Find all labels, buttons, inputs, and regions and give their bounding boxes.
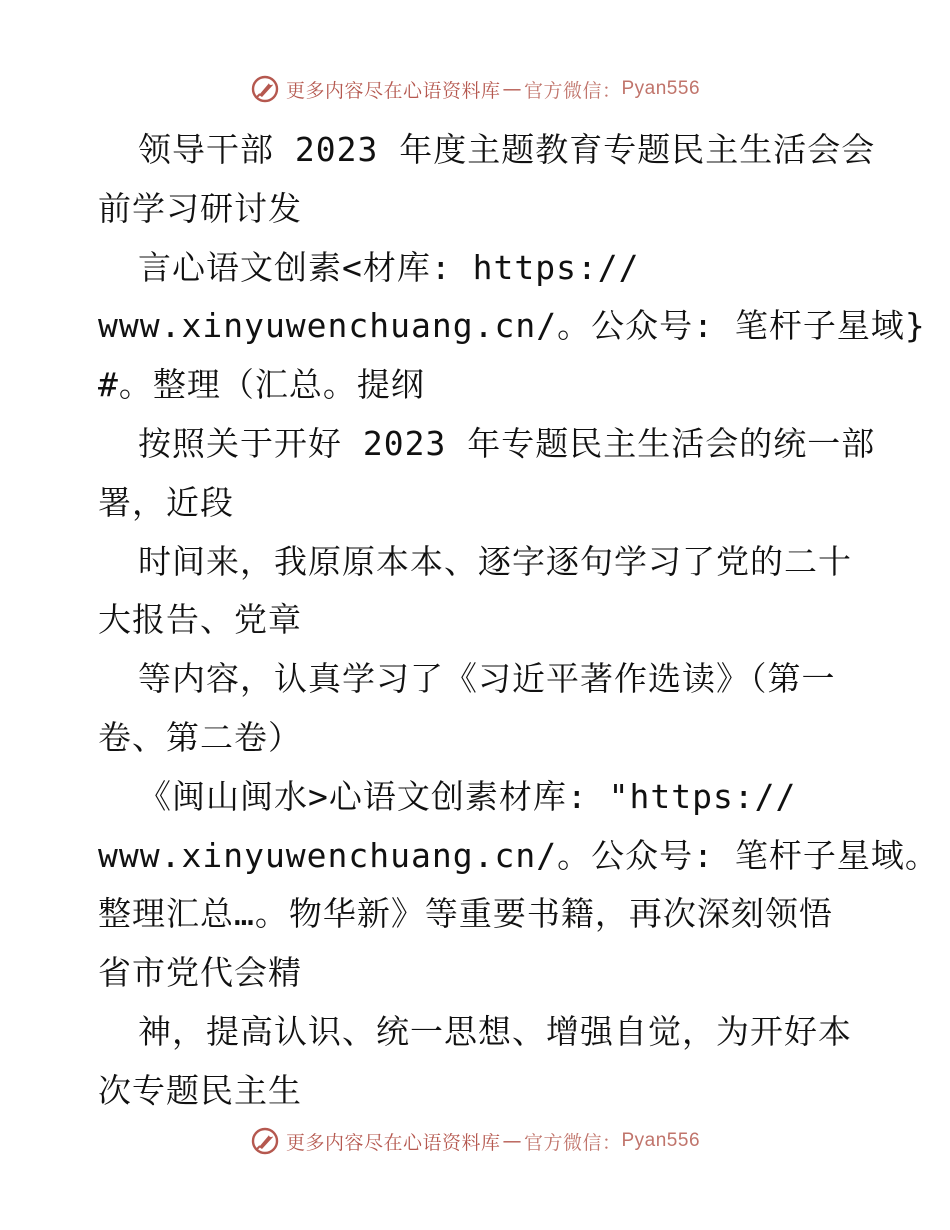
text-line: 按照关于开好 2023 年专题民主生活会的统一部: [138, 423, 876, 463]
banner-main-text: 更多内容尽在心语资料库: [285, 1131, 501, 1154]
text-line: 整理汇总…。物华新》等重要书籍，再次深刻领悟: [98, 894, 833, 934]
text-line: 卷、第二卷）: [98, 717, 302, 757]
pen-quill-logo-icon: [250, 1126, 280, 1156]
banner-dash: —: [502, 1130, 522, 1152]
text-line: 次专题民主生: [98, 1070, 302, 1110]
banner-main-text: 更多内容尽在心语资料库: [285, 79, 501, 102]
text-line: www.xinyuwenchuang.cn/。公众号: 笔杆子星域}: [98, 306, 926, 346]
banner-account: Pyan556: [621, 1130, 701, 1151]
text-line: www.xinyuwenchuang.cn/。公众号: 笔杆子星域。: [98, 835, 939, 875]
text-line: 领导干部 2023 年度主题教育专题民主生活会会: [138, 130, 876, 169]
text-line: 《闽山闽水>心语文创素材库: "https://: [138, 776, 797, 816]
text-line: 前学习研讨发: [98, 188, 302, 228]
text-line: 署，近段: [98, 482, 234, 522]
header-banner: [0, 72, 950, 106]
document-body: [98, 121, 939, 1121]
pen-quill-logo-icon: [250, 74, 280, 104]
text-line: #。整理（汇总。提纲: [98, 365, 425, 405]
text-line: 等内容，认真学习了《习近平著作选读》（第一: [138, 659, 836, 699]
banner-account: Pyan556: [621, 78, 701, 99]
text-line: 神，提高认识、统一思想、增强自觉，为开好本: [138, 1011, 852, 1051]
banner-dash: —: [502, 78, 522, 100]
footer-banner: [0, 1124, 950, 1158]
banner-sub-text: 官方微信：: [523, 79, 622, 102]
text-line: 言心语文创素<材库: https://: [138, 247, 640, 287]
text-line: 大报告、党章: [98, 600, 302, 640]
banner-sub-text: 官方微信：: [523, 1131, 622, 1154]
text-line: 省市党代会精: [98, 953, 302, 993]
text-line: 时间来，我原原本本、逐字逐句学习了党的二十: [138, 541, 852, 581]
